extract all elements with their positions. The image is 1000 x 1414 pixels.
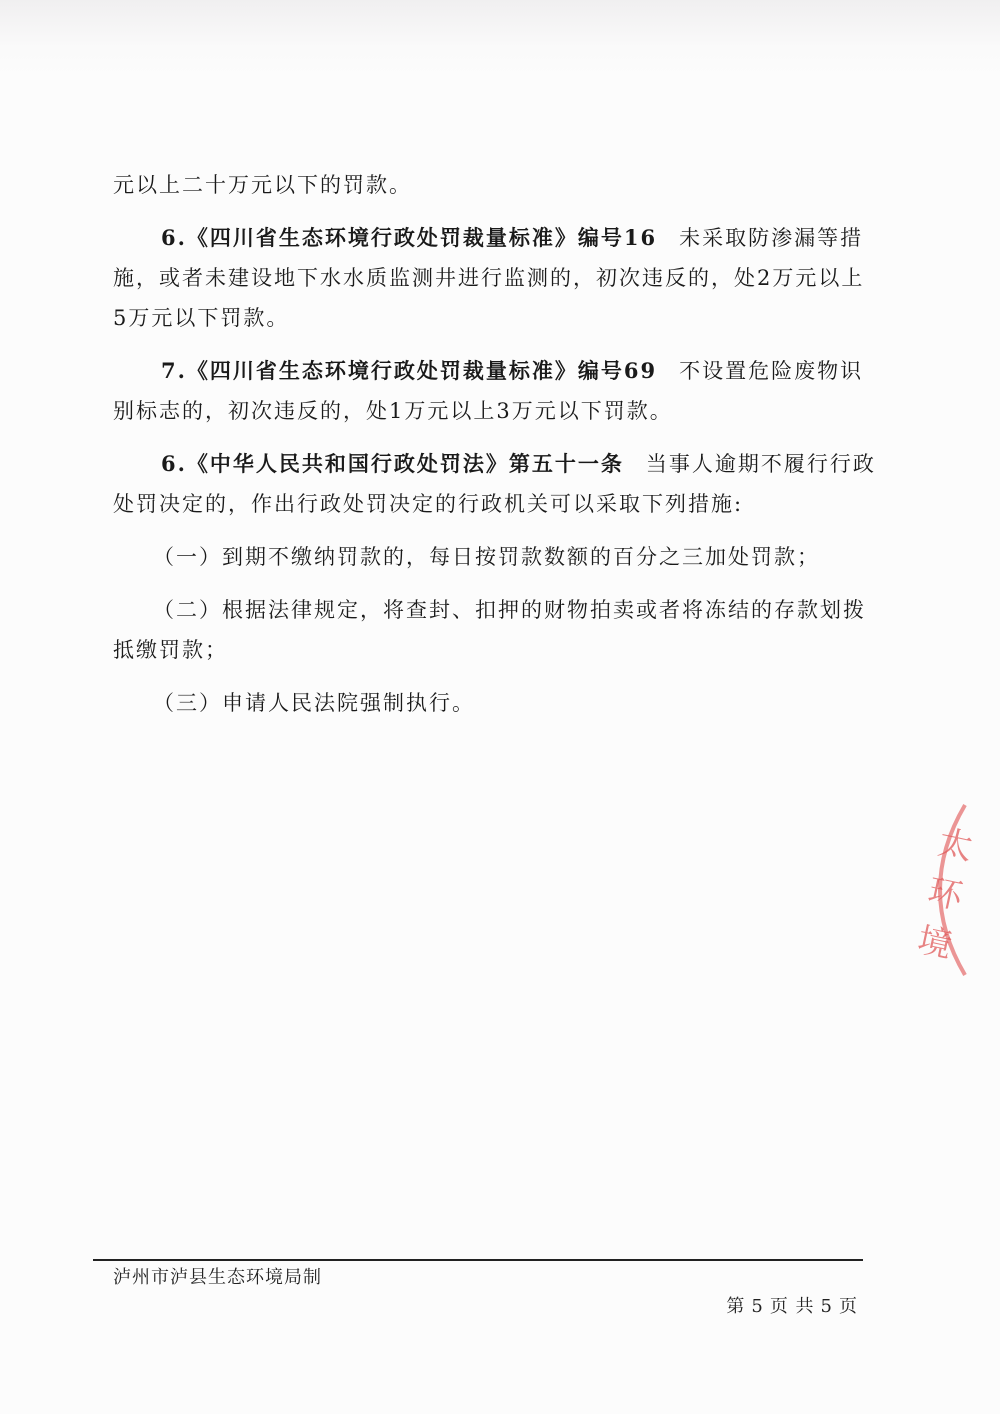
item-6-text-1: 未采取防渗漏等措	[679, 226, 864, 250]
item-6-text-2: 施，或者未建设地下水水质监测井进行监测的，初次违反的，处2万元以上	[113, 266, 865, 290]
measure-3: （三）申请人民法院强制执行。	[153, 691, 475, 715]
item-7-text-1: 不设置危险废物识	[679, 359, 864, 383]
item-6	[113, 218, 888, 338]
item-6-text-3: 5万元以下罚款。	[113, 306, 290, 330]
item-8-text-2: 处罚决定的，作出行政处罚决定的行政机关可以采取下列措施:	[113, 492, 744, 516]
item-7	[113, 351, 888, 431]
continuation-line: 元以上二十万元以下的罚款。	[113, 173, 412, 197]
footer-issuer: 泸州市泸县生态环境局制	[113, 1267, 322, 1288]
measure-2: （二）根据法律规定，将查封、扣押的财物拍卖或者将冻结的存款划拨	[153, 598, 866, 622]
page-number: 第 5 页 共 5 页	[726, 1296, 858, 1317]
item-8	[113, 444, 888, 524]
scan-shadow	[0, 0, 1000, 80]
measure-2-cont: 抵缴罚款；	[113, 638, 228, 662]
measure-1: （一）到期不缴纳罚款的，每日按罚款数额的百分之三加处罚款；	[153, 545, 820, 569]
item-8-label: 6.《中华人民共和国行政处罚法》第五十一条	[161, 451, 624, 476]
item-6-label: 6.《四川省生态环境行政处罚裁量标准》编号16	[161, 225, 658, 250]
document-body	[113, 165, 888, 723]
item-7-label: 7.《四川省生态环境行政处罚裁量标准》编号69	[161, 358, 658, 383]
item-7-text-2: 别标志的，初次违反的，处1万元以上3万元以下罚款。	[113, 399, 673, 423]
seal-text: 太环境	[913, 822, 977, 967]
footer-divider	[93, 1259, 863, 1261]
item-8-text-1: 当事人逾期不履行行政	[645, 452, 876, 476]
